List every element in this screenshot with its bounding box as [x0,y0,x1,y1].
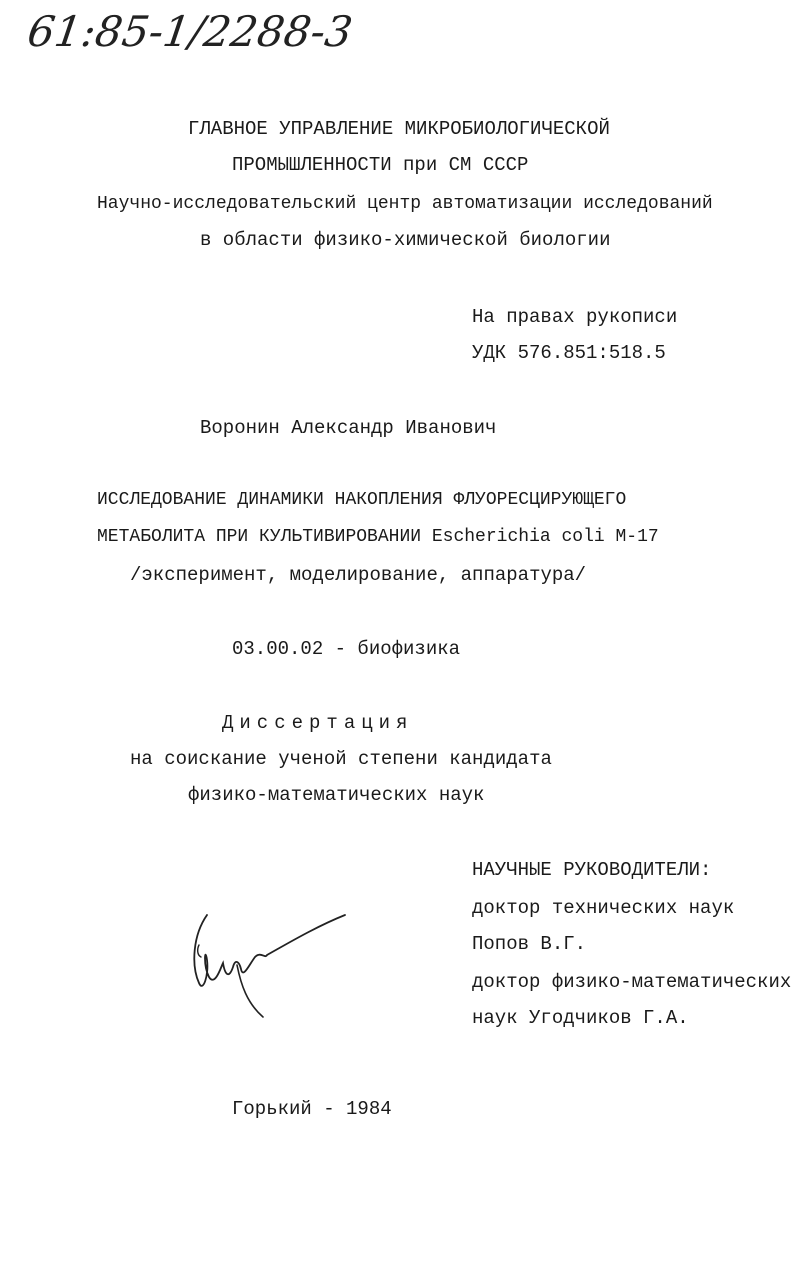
supervisor-1-degree: доктор технических наук [472,897,735,919]
udc-code: УДК 576.851:518.5 [472,342,666,364]
supervisors-heading: НАУЧНЫЕ РУКОВОДИТЕЛИ: [472,859,712,881]
specialty-code: 03.00.02 - биофизика [232,638,461,660]
author-signature [185,905,355,1025]
header-ministry-cont: ПРОМЫШЛЕННОСТИ при СМ СССР [232,154,529,176]
degree-line: на соискание ученой степени кандидата [130,748,552,770]
author-name: Воронин Александр Иванович [200,417,497,439]
title-line-2: МЕТАБОЛИТА ПРИ КУЛЬТИВИРОВАНИИ Escherichia coli М-17 [97,527,659,547]
degree-field: физико-математических наук [188,784,485,806]
supervisor-2-name: наук Угодчиков Г.А. [472,1007,689,1029]
header-ministry: ГЛАВНОЕ УПРАВЛЕНИЕ МИКРОБИОЛОГИЧЕСКОЙ [188,118,610,140]
handwritten-code: 61:85-1/2288-3 [24,7,356,56]
title-line-3: /эксперимент, моделирование, аппаратура/ [130,564,587,586]
manuscript-rights: На правах рукописи [472,306,678,328]
dissertation-word: Диссертация [222,712,414,734]
supervisor-2-degree: доктор физико-математических [472,971,792,993]
header-institute-cont: в области физико-химической биологии [200,229,611,251]
header-institute: Научно-исследовательский центр автоматизации исследований [97,194,713,214]
supervisor-1-name: Попов В.Г. [472,933,587,955]
title-line-1: ИССЛЕДОВАНИЕ ДИНАМИКИ НАКОПЛЕНИЯ ФЛУОРЕСЦИРУЮЩЕГО [97,490,627,510]
place-year: Горький - 1984 [232,1098,392,1120]
